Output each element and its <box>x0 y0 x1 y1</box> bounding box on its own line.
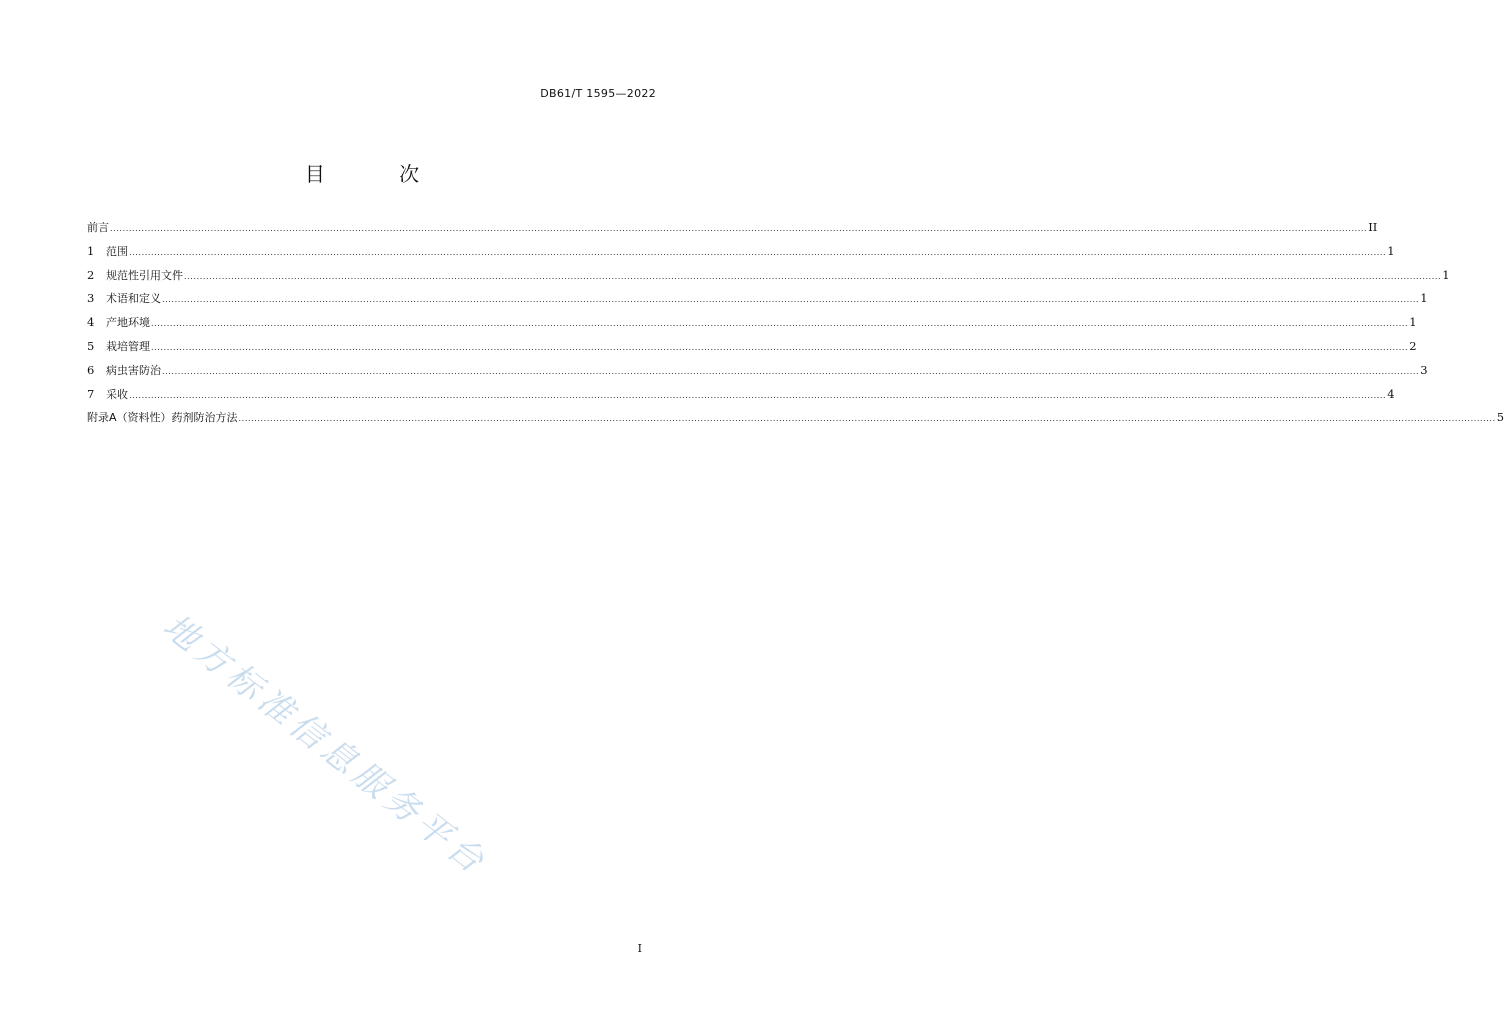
toc-entry-label: 范围 <box>106 244 128 258</box>
toc-entry-page: II <box>1368 220 1378 234</box>
watermark: 地方标准信息服务平台 <box>155 606 496 885</box>
toc-entry[interactable] <box>87 264 1450 288</box>
toc-entry-label: 病虫害防治 <box>106 363 161 377</box>
toc-leader-dots: ................................................................................................................................................................................................................................................................................................................................................................................................................ <box>184 271 1442 281</box>
page-number: I <box>637 942 642 955</box>
toc-entry-page: 4 <box>1387 386 1395 401</box>
toc-entry[interactable] <box>87 287 1428 311</box>
page-title: 目 次 <box>304 162 454 186</box>
toc-leader-dots: ................................................................................................................................................................................................................................................................................................................................................................................................................ <box>129 247 1387 257</box>
toc-entry-page: 3 <box>1420 362 1428 377</box>
toc-leader-dots: ................................................................................................................................................................................................................................................................................................................................................................................................................ <box>238 414 1496 424</box>
toc-entry[interactable] <box>87 359 1428 383</box>
toc-entry-number: 7 <box>87 386 95 401</box>
toc-entry-number: 3 <box>87 291 95 306</box>
toc-entry-label: 栽培管理 <box>106 339 150 353</box>
toc-entry-label: 前言 <box>87 221 109 234</box>
toc-entry-label: 采收 <box>106 387 128 401</box>
toc-entry[interactable] <box>87 335 1417 359</box>
toc-entry-number: 4 <box>87 315 95 330</box>
toc-entry-page: 5 <box>1496 410 1504 425</box>
toc-leader-dots: ................................................................................................................................................................................................................................................................................................................................................................................................................ <box>151 319 1409 329</box>
toc-entry-page: 1 <box>1387 243 1395 258</box>
toc-leader-dots: ................................................................................................................................................................................................................................................................................................................................................................................................................ <box>110 224 1368 233</box>
toc-entry[interactable] <box>87 311 1417 335</box>
toc-entry-label: 术语和定义 <box>106 292 161 306</box>
toc-entry-page: 1 <box>1409 315 1417 330</box>
toc-entry-label: 附录A（资料性）药剂防治方法 <box>87 411 238 425</box>
toc-leader-dots: ................................................................................................................................................................................................................................................................................................................................................................................................................ <box>162 366 1420 376</box>
toc-entry-number: 2 <box>87 267 95 282</box>
toc-leader-dots: ................................................................................................................................................................................................................................................................................................................................................................................................................ <box>162 295 1420 305</box>
toc-entry-number: 5 <box>87 338 95 353</box>
toc-entry-page: 1 <box>1442 267 1450 282</box>
table-of-contents <box>87 216 1504 430</box>
toc-entry-number: 6 <box>87 362 95 377</box>
toc-entry[interactable] <box>87 240 1395 264</box>
toc-entry-label: 产地环境 <box>106 316 150 330</box>
toc-entry[interactable] <box>87 406 1504 430</box>
toc-leader-dots: ................................................................................................................................................................................................................................................................................................................................................................................................................ <box>129 390 1387 400</box>
toc-entry-label: 规范性引用文件 <box>106 268 183 282</box>
toc-entry[interactable] <box>87 216 1378 240</box>
toc-entry-page: 2 <box>1409 338 1417 353</box>
toc-entry[interactable] <box>87 383 1395 407</box>
toc-entry-number: 1 <box>87 243 95 258</box>
standard-code: DB61/T 1595—2022 <box>540 87 656 100</box>
toc-entry-page: 1 <box>1420 291 1428 306</box>
toc-leader-dots: ................................................................................................................................................................................................................................................................................................................................................................................................................ <box>151 342 1409 352</box>
